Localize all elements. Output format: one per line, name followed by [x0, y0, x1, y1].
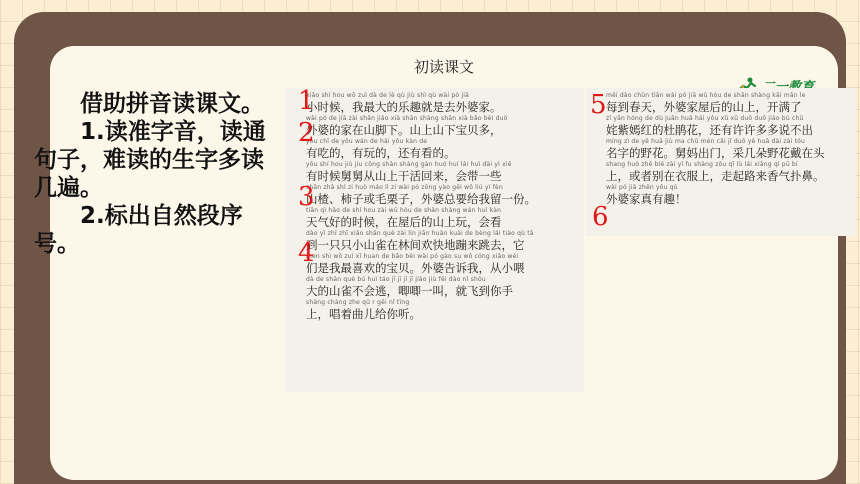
paragraph-number-4: 4 [298, 238, 315, 268]
text-line: yǒu chī de yǒu wán de hái yǒu kàn de 有吃的，有玩的，还有看的。 [306, 138, 456, 160]
paragraph-number-1: 1 [298, 86, 315, 116]
paragraph-number-6: 6 [592, 202, 609, 232]
instruction-intro: 借助拼音读课文。 [80, 91, 264, 117]
text-line: shang huò zhě bié zài yī fu shàng zǒu qǐ lù lái xiāng qì pū bí 上，或者别在衣服上，走起路来香气扑鼻。 [606, 161, 825, 183]
text-line: shān zhā shì zi huò máo lì zi wài pó zǒng yào gěi wǒ liú yí fèn 山楂、柿子或毛栗子，外婆总要给我留一份。 [306, 184, 536, 206]
text-line: měi dào chūn tiān wài pó jiā wū hòu de shān shàng kāi mǎn le 每到春天，外婆家屋后的山上，开满了 [606, 92, 806, 114]
reading-instructions [34, 90, 266, 258]
text-line: dào yì zhī zhī xiǎo shān què zài lín jiān huān kuài de bèng lái tiào qù tā 到一只只小山雀在林间欢快地蹦来跳去，它 [306, 230, 534, 252]
text-line: yǒu shí hou jiù jiu cōng shān shàng gàn huó huí lái huì dài yì xiē 有时候舅舅从山上干活回来，会带一些 [306, 161, 512, 183]
instruction-step-1: 1.读准字音，读通句子，难读的生字多读几遍。 [34, 119, 266, 201]
text-line: zǐ yān hóng de dù juān huā hái yǒu xǔ xǔ duō duō jiào bù chū 姹紫嫣红的杜鹃花，还有许许多多说不出 [606, 115, 813, 137]
text-line: tiān qì hǎo de shí hou zài wū hòu de shān shàng wán huì kàn 天气好的时候，在屋后的山上玩，会看 [306, 207, 502, 229]
paragraph-number-5: 5 [590, 90, 607, 120]
textbook-excerpt-left [286, 88, 584, 392]
text-line: xiǎo shí hou wǒ zuì dà de lè qù jiù shì qù wài pó jiā 小时候，我最大的乐趣就是去外婆家。 [306, 92, 502, 114]
text-line: shàng chàng zhe qǔ r gěi nǐ tīng 上，唱着曲儿给你听。 [306, 299, 421, 321]
textbook-excerpt-right [586, 88, 856, 236]
instruction-step-2: 2.标出自然段序号。 [34, 203, 243, 257]
paragraph-number-2: 2 [298, 118, 315, 148]
text-line: men shì wǒ zuì xǐ huan de bǎo bèi wài pó gào su wǒ cóng xiǎo wèi 们是我最喜欢的宝贝。外婆告诉我，从小喂 [306, 253, 525, 275]
text-line: wài pó jiā zhēn yǒu qù 外婆家真有趣！ [606, 184, 687, 206]
text-line: wài pó de jiā zài shān jiǎo xià shān shàng shān xià bǎo bèi duō 外婆的家在山脚下。山上山下宝贝多， [306, 115, 508, 137]
text-line: míng zì de yě huā jiù ma chū mén cǎi jǐ duǒ yě huā dài zài tóu 名字的野花。舅妈出门，采几朵野花戴在头 [606, 138, 825, 160]
text-line: dà de shān què bú huì táo jī jī jī jī jiào jiù fēi dào nǐ shǒu 大的山雀不会逃，唧唧一叫，就飞到你手 [306, 276, 513, 298]
page-title: 初读课文 [413, 58, 474, 76]
paragraph-number-3: 3 [298, 182, 315, 212]
